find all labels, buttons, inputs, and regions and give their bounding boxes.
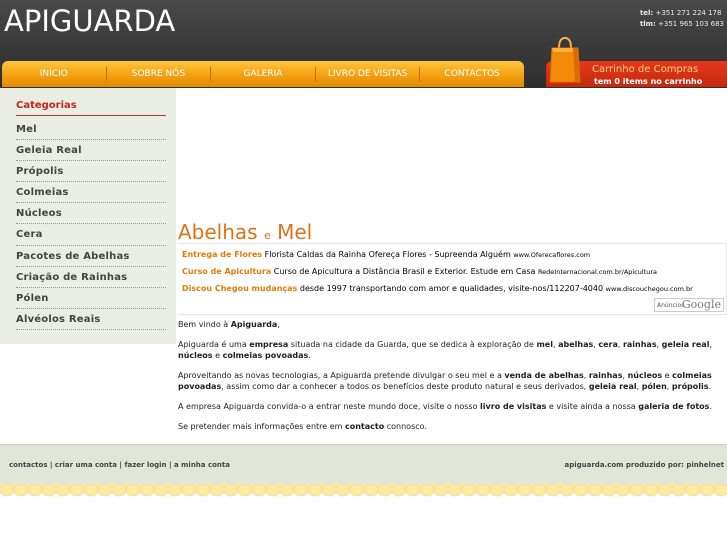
ad-description: Florista Caldas da Rainha Ofereça Flores - Supreenda Alguém — [264, 250, 511, 259]
scallop-shape — [252, 484, 266, 496]
scallop-shape — [98, 484, 112, 496]
category-item-colmeias[interactable]: Colmeias — [16, 182, 166, 203]
intro-paragraph-2 — [178, 339, 726, 361]
scallop-shape — [210, 484, 224, 496]
text-run: Aproveitando as novas tecnologias, a Apiguarda pretende divulgar o seu mel e a — [178, 371, 505, 380]
category-list — [16, 119, 166, 330]
ad-row — [182, 284, 693, 293]
scallop-shape — [714, 484, 727, 496]
ads-label: Anúncios — [657, 302, 685, 309]
scallop-shape — [700, 484, 714, 496]
footer-separator: | — [117, 461, 125, 469]
highlighted-term: contacto — [344, 422, 385, 431]
scallop-shape — [644, 484, 658, 496]
shopping-bag-icon[interactable] — [549, 36, 581, 84]
scallop-shape — [182, 484, 196, 496]
welcome-punct: , — [277, 320, 280, 329]
page-title — [178, 220, 312, 244]
scallop-shape — [168, 484, 182, 496]
text-run: , — [622, 371, 628, 380]
scallop-shape — [504, 484, 518, 496]
text-run: e visite ainda a nossa — [546, 402, 639, 411]
google-ads-badge[interactable] — [654, 298, 724, 312]
scallop-shape — [364, 484, 378, 496]
highlighted-term: rainhas — [622, 340, 657, 349]
category-item-geleia-real[interactable]: Geleia Real — [16, 140, 166, 161]
tel-label: tel: — [639, 9, 654, 17]
nav-item-sobre-nos[interactable]: SOBRE NÓS — [131, 69, 186, 79]
categories-sidebar — [0, 88, 176, 344]
text-run: , — [666, 382, 672, 391]
highlighted-term: núcleos — [627, 371, 663, 380]
scallop-shape — [602, 484, 616, 496]
site-footer — [0, 444, 727, 484]
text-run: situada na cidade da Guarda, que se dedica à exploração de — [288, 340, 537, 349]
scallop-shape — [406, 484, 420, 496]
scallop-shape — [616, 484, 630, 496]
intro-paragraph-5 — [178, 421, 726, 432]
ad-title-link[interactable]: Curso de Apicultura — [182, 267, 272, 276]
main-nav — [2, 61, 524, 87]
scallop-shape — [280, 484, 294, 496]
nav-item-livro-de-visitas[interactable]: LIVRO DE VISITAS — [327, 69, 408, 79]
scallop-shape — [518, 484, 532, 496]
ad-url[interactable]: www.Oferecaflores.com — [513, 251, 591, 259]
footer-link-login[interactable]: fazer login — [124, 461, 167, 469]
scallop-shape — [658, 484, 672, 496]
intro-paragraph-4 — [178, 401, 726, 412]
highlighted-term: colmeias povoadas — [178, 371, 712, 391]
scallop-shape — [224, 484, 238, 496]
tlm-number: +351 965 103 683 — [658, 20, 724, 28]
category-item-pacotes-de-abelhas[interactable]: Pacotes de Abelhas — [16, 246, 166, 267]
scallop-shape — [532, 484, 546, 496]
intro-text — [178, 319, 726, 441]
text-run: , — [593, 340, 599, 349]
scallop-shape — [126, 484, 140, 496]
text-run: , — [552, 340, 559, 349]
scallop-shape — [112, 484, 126, 496]
text-run: , — [656, 340, 662, 349]
text-run: Apiguarda é uma — [178, 340, 250, 349]
ad-description: Curso de Apicultura a Distância Brasil e Exterior. Estude em Casa — [273, 267, 536, 276]
scallop-shape — [434, 484, 448, 496]
ad-url[interactable]: RedeInternacional.com.br/Apicultura — [537, 268, 658, 276]
scallop-shape — [392, 484, 406, 496]
categories-heading: Categorias — [16, 100, 77, 111]
highlighted-term: pólen — [641, 382, 667, 391]
scallop-shape — [196, 484, 210, 496]
scallop-shape — [70, 484, 84, 496]
category-item-polen[interactable]: Pólen — [16, 288, 166, 309]
scallop-shape — [378, 484, 392, 496]
highlighted-term: abelhas — [558, 340, 594, 349]
footer-link-criar-conta[interactable]: criar uma conta — [54, 461, 117, 469]
intro-paragraph-1 — [178, 319, 726, 330]
scallop-shape — [266, 484, 280, 496]
nav-item-inicio[interactable]: INÍCIO — [39, 69, 68, 79]
scallop-shape — [322, 484, 336, 496]
nav-item-contactos[interactable]: CONTACTOS — [444, 69, 500, 79]
google-logo: Google — [681, 298, 721, 311]
ad-row — [182, 250, 590, 259]
category-item-mel[interactable]: Mel — [16, 119, 166, 140]
scallop-shape — [84, 484, 98, 496]
ad-title-link[interactable]: Entrega de Flores — [182, 250, 263, 259]
highlighted-term: galeria de fotos — [638, 402, 710, 411]
text-run: , — [709, 340, 712, 349]
ad-description: desde 1997 transportando com amor e qualidades, visite-nos/112207-4040 — [299, 284, 604, 293]
scallop-shape — [294, 484, 308, 496]
scallop-shape — [490, 484, 504, 496]
highlighted-term: geleia real — [661, 340, 710, 349]
text-run: , assim como dar a conhecer a todos os benefícios deste produto natural e seus derivados, — [221, 382, 589, 391]
text-run: , — [617, 340, 623, 349]
scallop-shape — [546, 484, 560, 496]
highlighted-term: colmeias povoadas — [222, 351, 309, 360]
scallop-shape — [574, 484, 588, 496]
scallop-shape — [672, 484, 686, 496]
scallop-shape — [0, 484, 14, 496]
highlighted-term: venda de abelhas — [504, 371, 584, 380]
brand-name: Apiguarda — [230, 320, 278, 329]
footer-separator: | — [47, 461, 55, 469]
tel-number: +351 271 224 178 — [655, 9, 722, 17]
scallop-shape — [630, 484, 644, 496]
text-run: A empresa Apiguarda convida-o a entrar neste mundo doce, visite o nosso — [178, 402, 481, 411]
cart-item-count: tem 0 items no carrinho — [594, 77, 703, 86]
page-title-conjunction: e — [263, 229, 271, 242]
text-run: . — [308, 351, 311, 360]
scallop-shape — [140, 484, 154, 496]
tlm-label: tlm: — [639, 20, 656, 28]
decorative-scallop-border — [0, 484, 727, 497]
category-item-criacao-de-rainhas[interactable]: Criação de Rainhas — [16, 267, 166, 288]
sponsored-ads — [178, 243, 727, 315]
text-run: e — [212, 351, 223, 360]
scallop-shape — [308, 484, 322, 496]
scallop-shape — [238, 484, 252, 496]
footer-links — [9, 461, 230, 469]
text-run: Se pretender mais informações entre em — [178, 422, 345, 431]
footer-separator: | — [166, 461, 174, 469]
page-title-part-b: Mel — [277, 220, 313, 244]
ad-row — [182, 267, 657, 276]
scallop-shape — [476, 484, 490, 496]
highlighted-term: própolis — [671, 382, 709, 391]
category-item-propolis[interactable]: Própolis — [16, 161, 166, 182]
highlighted-term: livro de visitas — [480, 402, 547, 411]
nav-item-galeria[interactable]: GALERIA — [243, 69, 283, 79]
highlighted-term: cera — [598, 340, 618, 349]
scallop-shape — [336, 484, 350, 496]
highlighted-term: empresa — [249, 340, 289, 349]
text-run: , — [583, 371, 589, 380]
page-title-part-a: Abelhas — [178, 220, 258, 244]
welcome-text: Bem vindo à — [178, 320, 231, 329]
categories-divider — [16, 115, 166, 116]
scallop-shape — [14, 484, 28, 496]
scallop-shape — [154, 484, 168, 496]
footer-link-minha-conta[interactable]: a minha conta — [173, 461, 230, 469]
footer-credit: apiguarda.com produzido por: pinhelnet — [564, 461, 724, 469]
scallop-shape — [42, 484, 56, 496]
scallop-shape — [686, 484, 700, 496]
highlighted-term: núcleos — [178, 351, 213, 360]
text-run: connosco. — [384, 422, 427, 431]
scallop-shape — [448, 484, 462, 496]
highlighted-term: mel — [536, 340, 553, 349]
site-logo[interactable]: APIGUARDA — [4, 4, 176, 38]
category-item-alveolos-reais[interactable]: Alvéolos Reais — [16, 309, 166, 330]
text-run: e — [662, 371, 673, 380]
scallop-shape — [462, 484, 476, 496]
scallop-shape — [560, 484, 574, 496]
text-run: , — [636, 382, 642, 391]
footer-link-contactos[interactable]: contactos — [9, 461, 48, 469]
scallop-shape — [28, 484, 42, 496]
category-item-cera[interactable]: Cera — [16, 224, 166, 245]
scallop-shape — [588, 484, 602, 496]
highlighted-term: rainhas — [588, 371, 623, 380]
scallop-shape — [350, 484, 364, 496]
header-contact — [640, 8, 724, 30]
ad-url[interactable]: www.discouchegou.com.br — [605, 285, 693, 293]
intro-paragraph-3 — [178, 370, 726, 392]
scallop-shape — [420, 484, 434, 496]
category-item-nucleos[interactable]: Núcleos — [16, 203, 166, 224]
text-run: . — [709, 402, 712, 411]
cart-title[interactable]: Carrinho de Compras — [592, 64, 699, 75]
ad-title-link[interactable]: Discou Chegou mudanças — [182, 284, 298, 293]
scallop-shape — [56, 484, 70, 496]
highlighted-term: geleia real — [588, 382, 637, 391]
text-run: . — [708, 382, 712, 391]
